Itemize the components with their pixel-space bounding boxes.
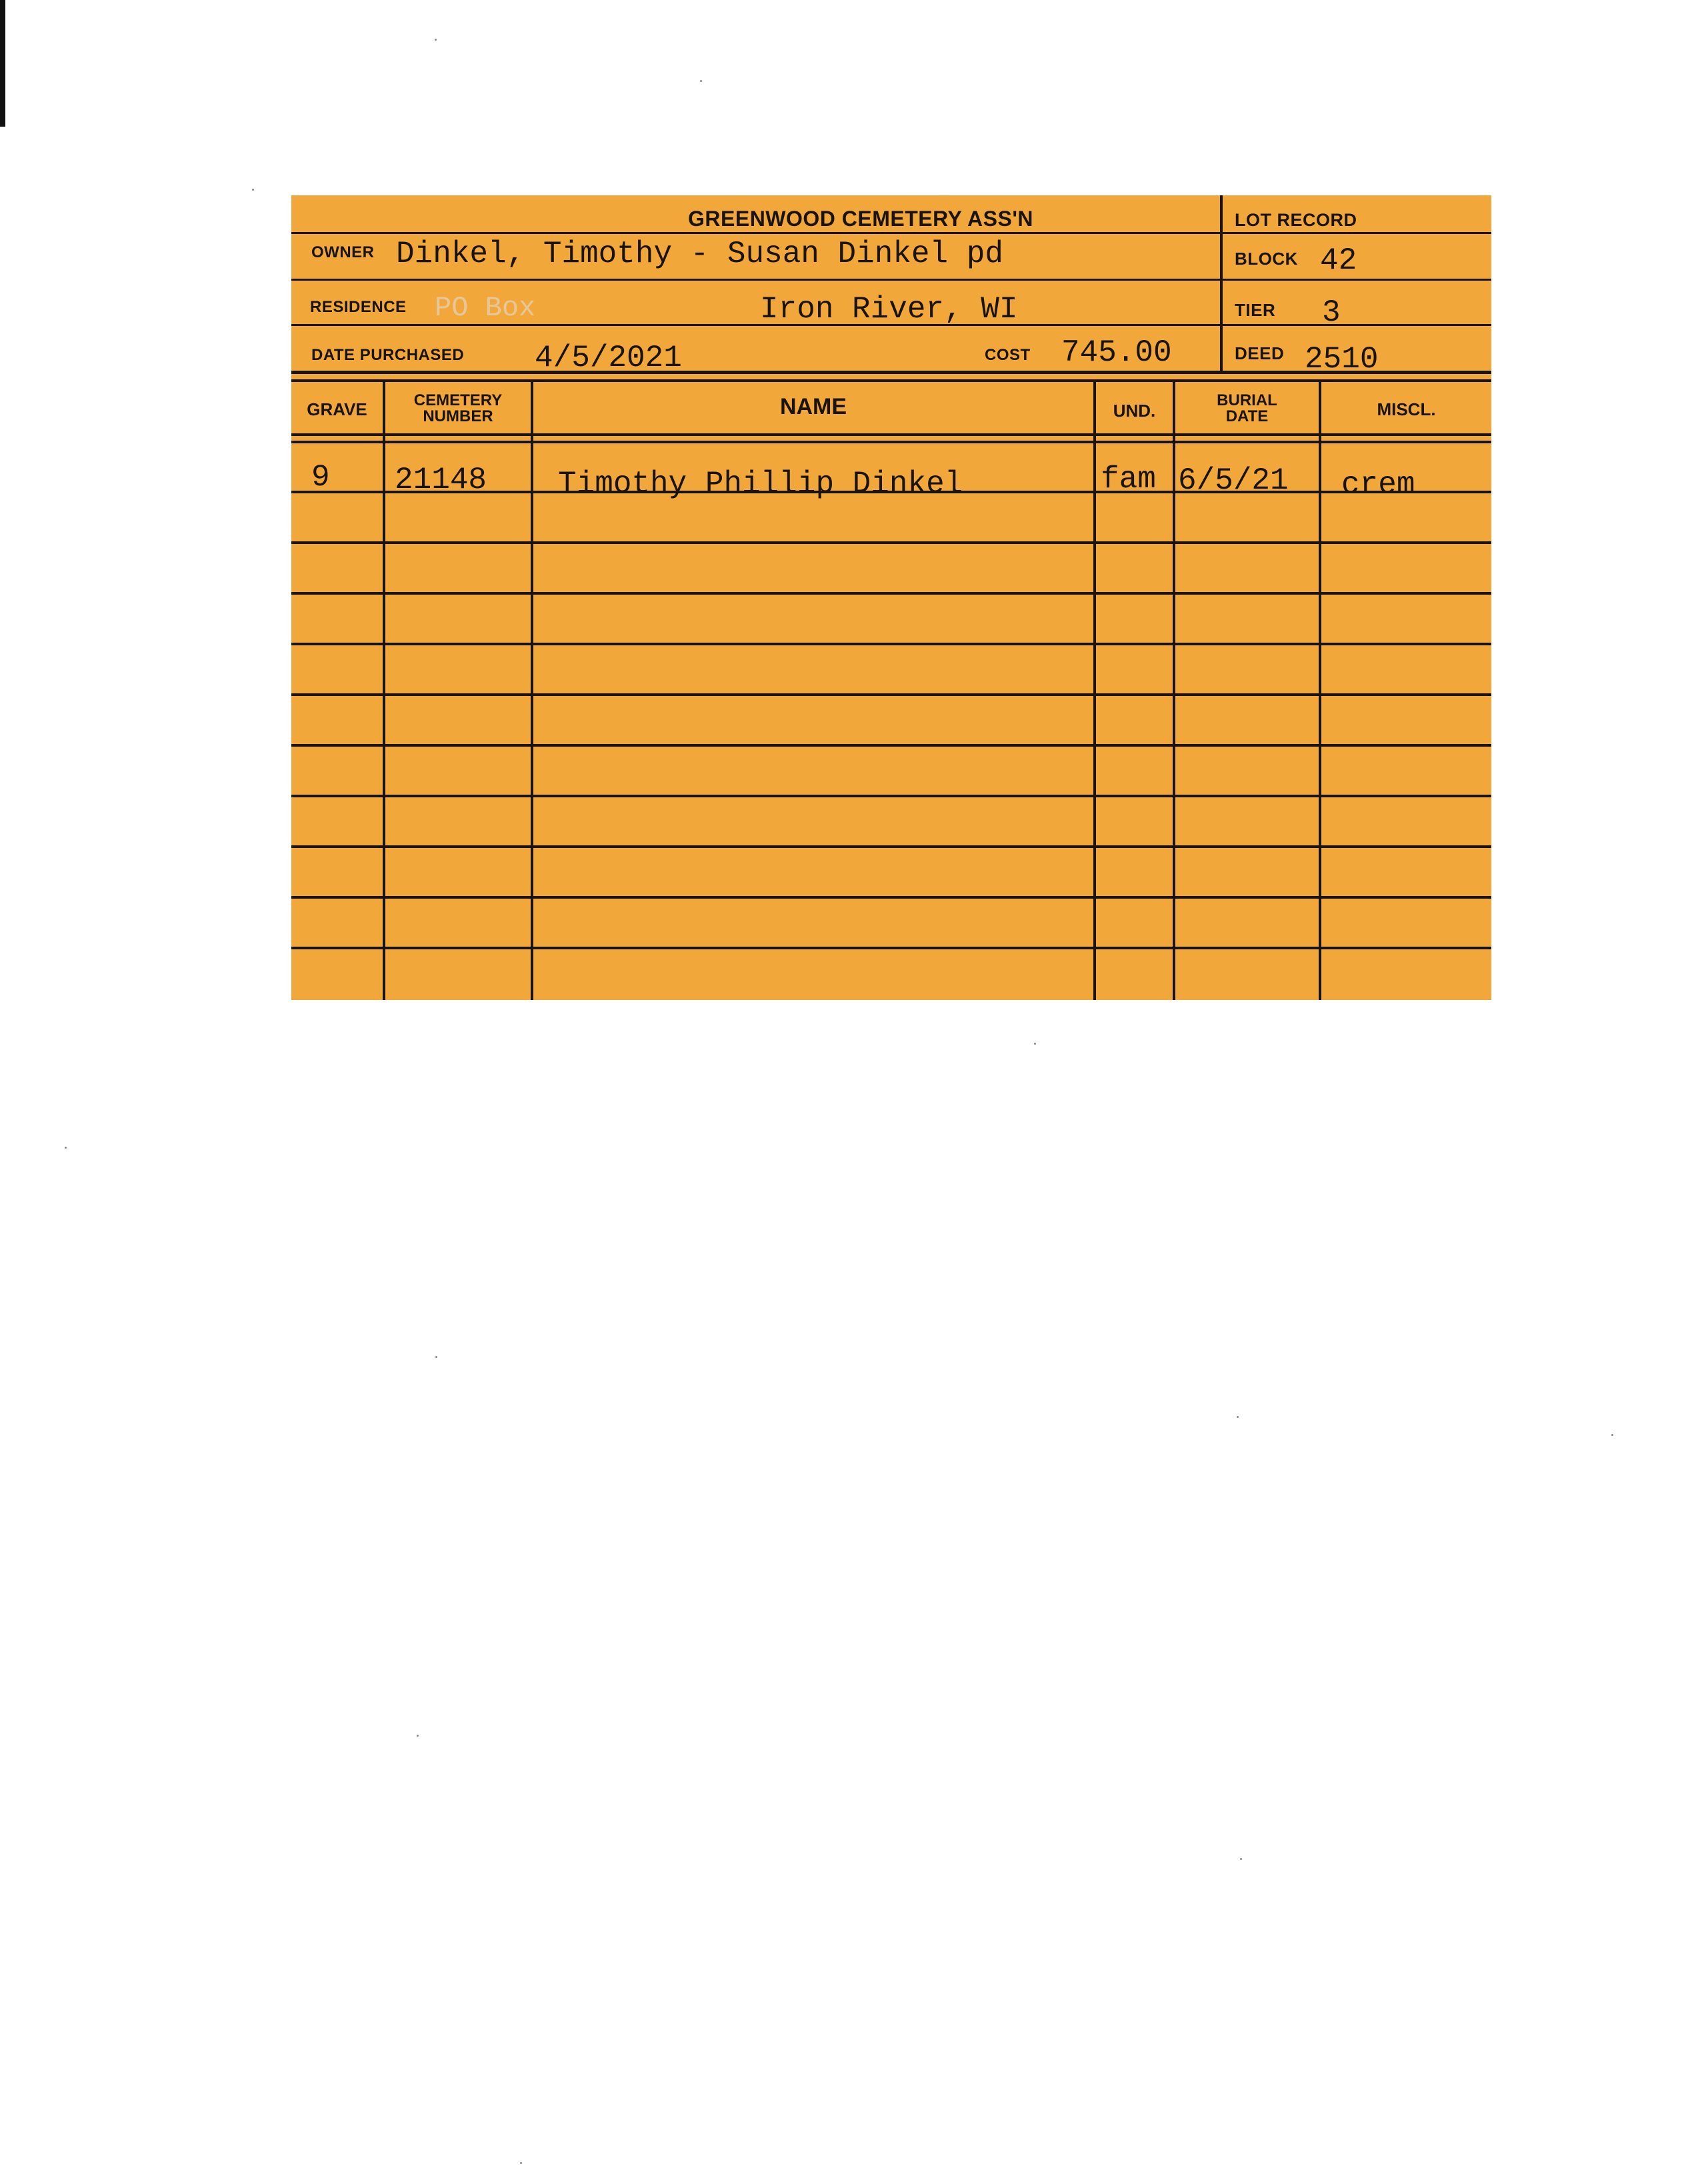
row-1-und: fam <box>1101 462 1156 497</box>
lot-record-label: LOT RECORD <box>1235 210 1357 230</box>
row-line-10 <box>291 947 1491 949</box>
col-header-miscl: MISCL. <box>1377 399 1436 419</box>
table-header-line-top <box>291 433 1491 436</box>
dust-speck <box>1237 1416 1239 1418</box>
cost-label: COST <box>985 346 1031 364</box>
col-header-cemetery-line-2: NUMBER <box>423 407 493 425</box>
residence-faint-value: PO Box <box>435 292 536 324</box>
residence-value: Iron River, WI <box>760 292 1018 327</box>
row-1-grave: 9 <box>311 460 330 495</box>
row-line-3 <box>291 592 1491 595</box>
scan-edge <box>0 0 5 127</box>
cost-value: 745.00 <box>1061 335 1172 370</box>
dust-speck <box>435 39 437 41</box>
header-line-1 <box>291 232 1491 234</box>
row-1-cemetery-number: 21148 <box>395 463 487 497</box>
lot-record-card <box>291 195 1491 1000</box>
header-line-2 <box>291 279 1491 281</box>
owner-value: Dinkel, Timothy - Susan Dinkel pd <box>396 237 1003 271</box>
col-header-burial-line-1: BURIAL <box>1217 391 1277 409</box>
col-divider-burial-date <box>1319 382 1321 1000</box>
date-purchased-label: DATE PURCHASED <box>311 346 465 364</box>
dust-speck <box>520 2162 522 2164</box>
col-header-cemetery-line-1: CEMETERY <box>413 391 503 409</box>
lot-record-divider <box>1220 195 1223 374</box>
col-divider-cemetery-number <box>531 382 533 1000</box>
dust-speck <box>252 189 254 191</box>
owner-label: OWNER <box>311 243 375 261</box>
col-header-cemetery-number <box>385 393 531 425</box>
col-divider-name <box>1093 382 1096 1000</box>
col-divider-grave <box>383 382 385 1000</box>
row-1-name: Timothy Phillip Dinkel <box>558 467 963 501</box>
deed-value: 2510 <box>1305 342 1379 377</box>
dust-speck <box>435 1356 437 1358</box>
col-divider-und <box>1173 382 1175 1000</box>
row-1-burial-date: 6/5/21 <box>1178 463 1289 498</box>
deed-label: DEED <box>1235 343 1285 363</box>
dust-speck <box>1034 1043 1036 1045</box>
row-line-8 <box>291 845 1491 848</box>
row-line-5 <box>291 693 1491 696</box>
dust-speck <box>65 1147 67 1149</box>
dust-speck <box>417 1735 419 1737</box>
row-line-7 <box>291 795 1491 797</box>
row-line-6 <box>291 744 1491 747</box>
dust-speck <box>1611 1434 1613 1436</box>
tier-label: TIER <box>1235 300 1276 320</box>
row-1-miscl: crem <box>1341 467 1415 502</box>
header-double-line-bottom <box>291 379 1491 382</box>
col-header-name: NAME <box>779 394 847 419</box>
residence-label: RESIDENCE <box>310 298 407 316</box>
row-line-4 <box>291 643 1491 645</box>
block-value: 42 <box>1320 243 1357 278</box>
tier-value: 3 <box>1322 295 1341 330</box>
dust-speck <box>1240 1858 1242 1860</box>
col-header-und: UND. <box>1113 401 1156 421</box>
table-header-line-bottom <box>291 441 1491 443</box>
row-line-9 <box>291 896 1491 899</box>
col-header-burial-line-2: DATE <box>1225 407 1269 425</box>
col-header-burial-date <box>1175 393 1319 425</box>
cemetery-title: GREENWOOD CEMETERY ASS'N <box>688 207 1034 231</box>
date-purchased-value: 4/5/2021 <box>535 341 682 375</box>
block-label: BLOCK <box>1235 249 1298 269</box>
col-header-grave: GRAVE <box>307 399 367 419</box>
row-line-2 <box>291 541 1491 544</box>
dust-speck <box>700 80 702 82</box>
